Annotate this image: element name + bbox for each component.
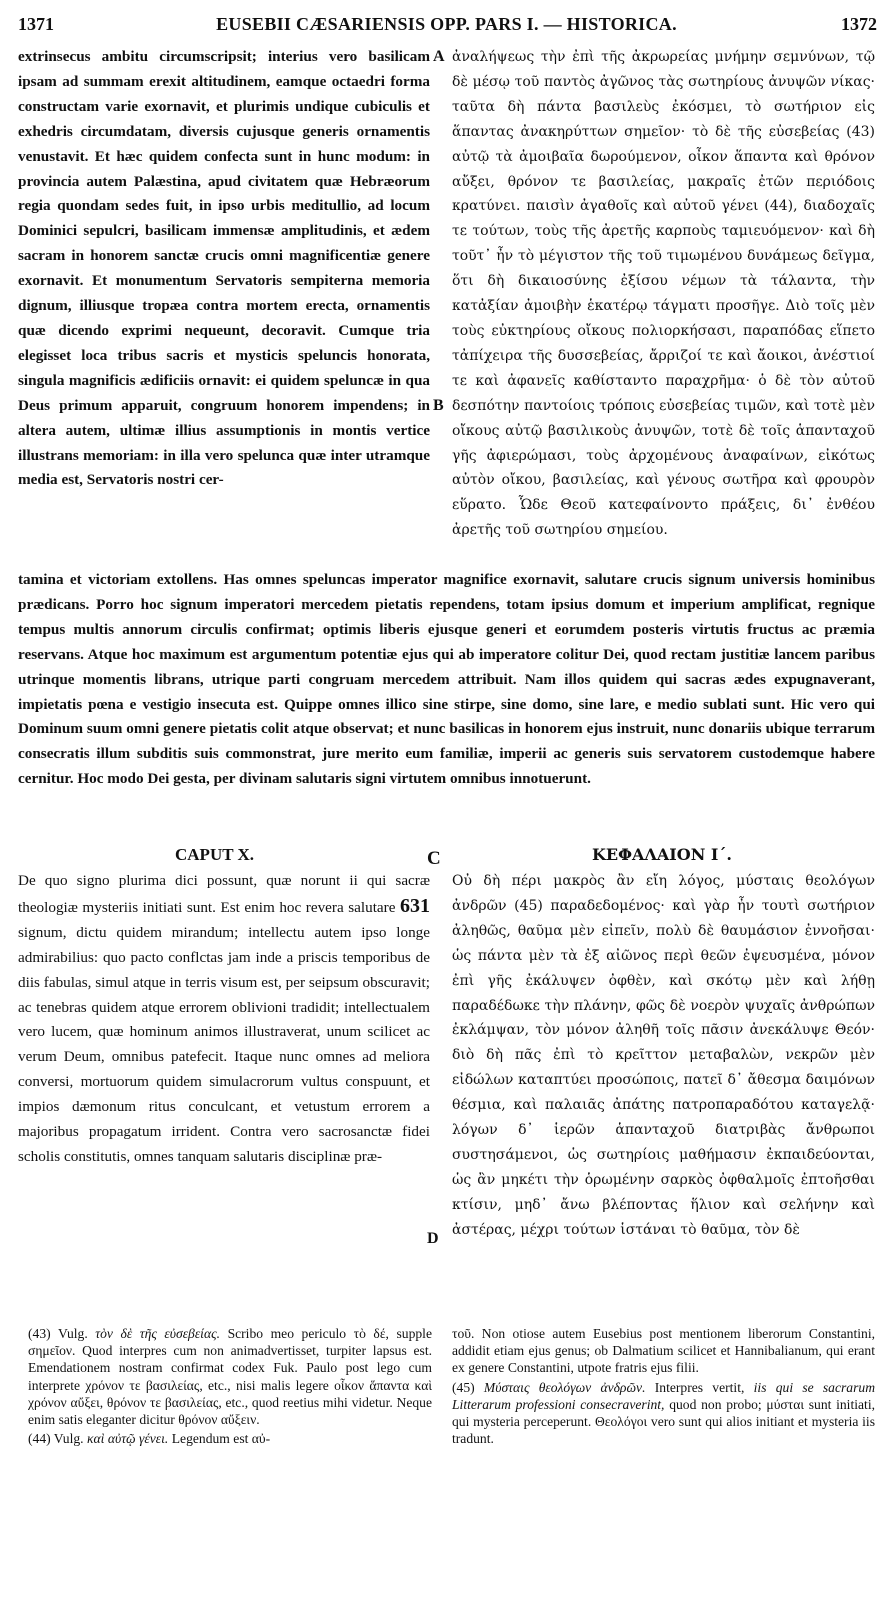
- margin-letter-d: D: [427, 1230, 439, 1247]
- latin-full-width-paragraph: tamina et victoriam extollens. Has omnes speluncas imperator magnifice exornavit, salutare crucis signum universis hominibus prædicans. Porro hoc signum imperatori mercedem pietatis rependens, totam ipsius domum et imperium amplificat, regnique tempus multis annorum circulis confirmat; optimis liberis ejusque generi et eorumdem posteris virtutis fructus ac præmia reservans. Atque hoc maximum est argumentum potentiæ ejus qui ab imperatore colitur Dei, quod rectam justitiæ lancem paribus utrinque momentis librans, utrique parti congruam mercedem attribuit. Nam illos quidem qui sacras ædes expugnaverant, impietatis pœna e vestigio insecuta est. Quippe omnes illico sine stirpe, sine domo, sine lare, e medio sublati sunt. Hic vero qui Dominum suum omni genere pietatis colit atque observat; et nunc basilicas in honorem ejus instruit, nunc donariis ubique terrarum consecratis illum subditis suis commonstrat, jure merito eum familiæ, imperii ac generis suis servatorem custodemque habere cernitur. Hoc modo Dei gesta, per divinam salutaris signi virtutem omnibus innotuerunt.: [18, 571, 875, 788]
- latin-chapter-text: [18, 869, 430, 1170]
- greek-column-top: ἀναλήψεως τὴν ἐπὶ τῆς ἀκρωρείας μνήμην σεμνύνων, τῷ δὲ μέσῳ τοῦ παντὸς ἀγῶνος τὰς σωτηρίους ἀνυψῶν νίκας· ταῦτα δὴ πάντα βασιλεὺς ἐκόσμει, τὸ σωτήριον εἰς ἅπαντας ἀνακηρύττων σημεῖον· τὸ δὲ τῆς εὐσεβείας (43) αὐτῷ τὰ ἀμοιβαῖα δωρούμενον, οἶκον ἅπαντα καὶ θρόνον αὔξει, θρόνον τε βασιλείας, μακραῖς ἐτῶν περιόδοις κρατύνει. παισὶν ἀγαθοῖς καὶ αὐτοῦ γένει (44), διαδοχαῖς τε τούτων, τοὺς τῆς ἀρετῆς καρποὺς ταμιευόμενον· καὶ δὴ τοῦτ᾽ ἦν τὸ μέγιστον τῆς τοῦ τιμωμένου δυνάμεως δεῖγμα, ὅτι δὴ δικαιοσύνης ἐξίσου νέμων τὰ τάλαντα, τὴν κατἀξίαν ἀμοιβὴν ἑκατέρῳ τάγματι προσῆγε. Διὸ τοῖς μὲν τοὺς εὐκτηρίους οἴκους πολιορκήσασι, παραπόδας εἵπετο τἀπίχειρα τῆς δυσσεβείας, ἄρριζοί τε καὶ ἄοικοι, ἀνέστιοί τε καὶ ἀφανεῖς καθίσταντο παραχρῆμα· ὁ δὲ τὸν αὐτοῦ δεσπότην παντοίοις τρόποις εὐσεβείας τιμῶν, καὶ τοτὲ μὲν οἴκους αὐτῷ βασιλικοὺς ἀνυψῶν, τοτὲ δὲ τοῖς ἁπανταχοῦ γῆς ἀφιερώμασι, τοὺς ἀρχομένους ἀναφαίνων, εἰκότως αὐτὸν οἴκου, βασιλείας, καὶ γένους σωτῆρα καὶ φρουρὸν εὕρατο. Ὧδε Θεοῦ κατεφαίνοντο πράξεις, δι᾽ ἐνθέου ἀρετῆς τοῦ σωτηρίου σημείου.: [452, 49, 875, 539]
- footnotes-right: [452, 1325, 875, 1449]
- latin-column-top: extrinsecus ambitu circumscripsit; interius vero basilicam ipsam ad summam erexit altitudinem, eamque octaedri forma constructam varie exornavit, et plurimis undique cubiculis et exhedris circumdatam, diversis cujusque generis ornamentis venustavit. Et hæc quidem confecta sunt in hunc modum: in provincia autem Palæstina, apud civitatem quæ Hebræorum regia quondam sedes fuit, in ipso urbis meditullio, ad locum Dominici sepulcri, basilicam immensæ amplitudinis, et ædem sacram in honorem sanctæ crucis omni magnificentiæ genere exornavit. Et monumentum Servatoris sempiterna memoria dignum, illiusque tropæa contra mortem erecta, ornamentis quæ dicendo exprimi nequeunt, decoravit. Cumque tria elegisset loca tribus sacris et mysticis speluncis honorata, singula magnificis ædificiis ornavit: ei quidem speluncæ in qua Deus primum apparuit, congruum honorem impendens; in altera autem, ultimæ illius assumptionis in montis vertice illustrans memoriam: in illa vero spelunca quæ inter utramque media est, Servatoris nostri cer-: [18, 48, 430, 489]
- latin-chapter-text-part-1: De quo signo plurima dici possunt, quæ norunt ii qui sacræ theologiæ mysteriis initiati sunt. Est enim hoc revera salutare: [18, 872, 430, 916]
- footnote-43-lemma: τὸν δὲ τῆς εὐσεβείας.: [95, 1326, 221, 1341]
- footnote-43-body: Scribo meo periculo τὸ δέ, supple σημεῖον. Quod interpres cum non animadvertisset, turpiter lapsus est. Emendationem nostram confirmat codex Fuk. Paulo post lego cum interprete χρόνον τε βασιλείας, etc., nisi malis legere οἶκον ἅπαντα καὶ χρόνον αὔξει, θρόνον τε βασιλείας, etc., quod reetius mihi videtur. Neque enim satis eleganter dicitur θρόνον αὔξειν.: [28, 1326, 432, 1428]
- footnote-44-lemma: καὶ αὐτῷ γένει.: [86, 1431, 169, 1447]
- chapter-heading-latin: CAPUT X.: [175, 845, 255, 864]
- chapter-heading-greek: ΚΕΦΑΛΑΙΟΝ Ι΄.: [592, 845, 732, 864]
- footnote-43: [28, 1325, 432, 1428]
- footnote-45: [452, 1379, 875, 1448]
- footnote-44-label: (44) Vulg.: [28, 1431, 84, 1447]
- footnote-44: [28, 1430, 432, 1447]
- column-number-marker: 631: [400, 894, 430, 917]
- footnote-44-continued: τοῦ. Non otiose autem Eusebius post mentionem liberorum Constantini, addidit etiam ejus genus; ob Dalmatium scilicet et Hannibalianum, qui erant ex genere Constantini, utpote fratris ejus filii.: [452, 1326, 875, 1376]
- margin-letter-b: B: [433, 397, 444, 414]
- footnote-44-body: Legendum est αὐ-: [171, 1431, 271, 1447]
- footnotes-left: [28, 1325, 432, 1449]
- footnote-45-lemma: Μύσταις θεολόγων ἀνδρῶν.: [483, 1379, 646, 1395]
- footnote-45-body-1: Interpres vertit,: [654, 1379, 745, 1395]
- latin-chapter-text-part-2: signum, dictu quidem mirandum; intellectu autem ipso longe admirabilius: quo pacto conflctas jam inde a priscis temporibus de diis fabulas, simul atque in terris visum est, per seipsum obscuravit; ac tenebras quidem atque errorem oblivioni tradidit; intellectualem vero lucem, quæ hominum animos illustraverat, unum scilicet ac verum Deum, omnibus patefecit. Itaque nunc omnes ad meliora conversi, mortuorum quidem simulacrorum vultus conspuunt, et impios dæmonum ritus conculcant, et vetustum errorem a majoribus propagatum irrident. Contra vero sacrosanctæ fidei scholis constitutis, omnes tanquam salutaris disciplinæ præ-: [18, 923, 430, 1165]
- footnote-43-label: (43) Vulg.: [28, 1326, 88, 1341]
- footnote-45-body-2: quod non probo; μύσται sunt initiati, qui mysteria perceperunt. Θεολόγοι vero sunt qui alios initiant et mysteria iis tradunt.: [452, 1396, 875, 1447]
- footnote-45-label: (45): [452, 1379, 475, 1395]
- running-header: [0, 0, 893, 40]
- footnote-45-quote: iis qui se sacrarum Litterarum professioni consecraverint,: [452, 1379, 876, 1412]
- running-title: EUSEBII CÆSARIENSIS OPP. PARS I. — HISTORICA.: [216, 14, 677, 34]
- greek-chapter-text: Οὐ δὴ πέρι μακρὸς ἂν εἴη λόγος, μύσταις θεολόγων ἀνδρῶν (45) παραδεδομένος· καὶ γὰρ ἦν τουτὶ σωτήριον ἀληθῶς, θαῦμα μὲν εἰπεῖν, πολὺ δὲ θαυμάσιον ἐννοῆσαι· ὡς πάντα μὲν τὰ ἐξ αἰῶνος περὶ θεῶν ἐψευσμένα, μόνον ἐπὶ γῆς ἐκάλυψεν ὀφθὲν, καὶ σκότῳ μὲν καὶ λήθῃ παραδέδωκε τὴν πλάνην, φῶς δὲ νοερὸν ψυχαῖς ἀνθρώπων ἐκλάμψαν, τὸν μόνον ἀληθῆ τοῖς πᾶσιν ἀνεκάλυψε Θεόν· διὸ δὴ πᾶς ἐπὶ τὸ κρεῖττον μεταβαλὼν, νεκρῶν μὲν εἰδώλων καταπτύει προσώποις, πατεῖ δ᾽ ἄθεσμα δαιμόνων θέσμια, καὶ παλαιᾶς ἀπάτης πατροπαραδότου καταγελᾷ· λόγων δ᾽ ἱερῶν ἁπανταχοῦ διατριβὰς ἄνθρωποι συστησάμενοι, ὡς σωτηρίοις μαθήμασιν ἐκπαιδεύονται, ὡς ἂν μηκέτι τὴν ὁρωμένην σαρκὸς ὀφθαλμοῖς ἐπτοῆσθαι κτίσιν, μηδ᾽ ἄνω βλέποντας ἥλιον καὶ σελήνην καὶ ἀστέρας, μέχρι τούτων ἱστάναι τὸ θαῦμα, τὸν δὲ: [452, 873, 875, 1238]
- page-number-right: 1372: [841, 14, 877, 34]
- margin-letter-a: A: [433, 48, 445, 65]
- page-number-left: 1371: [18, 14, 54, 34]
- margin-letter-c: C: [427, 848, 441, 869]
